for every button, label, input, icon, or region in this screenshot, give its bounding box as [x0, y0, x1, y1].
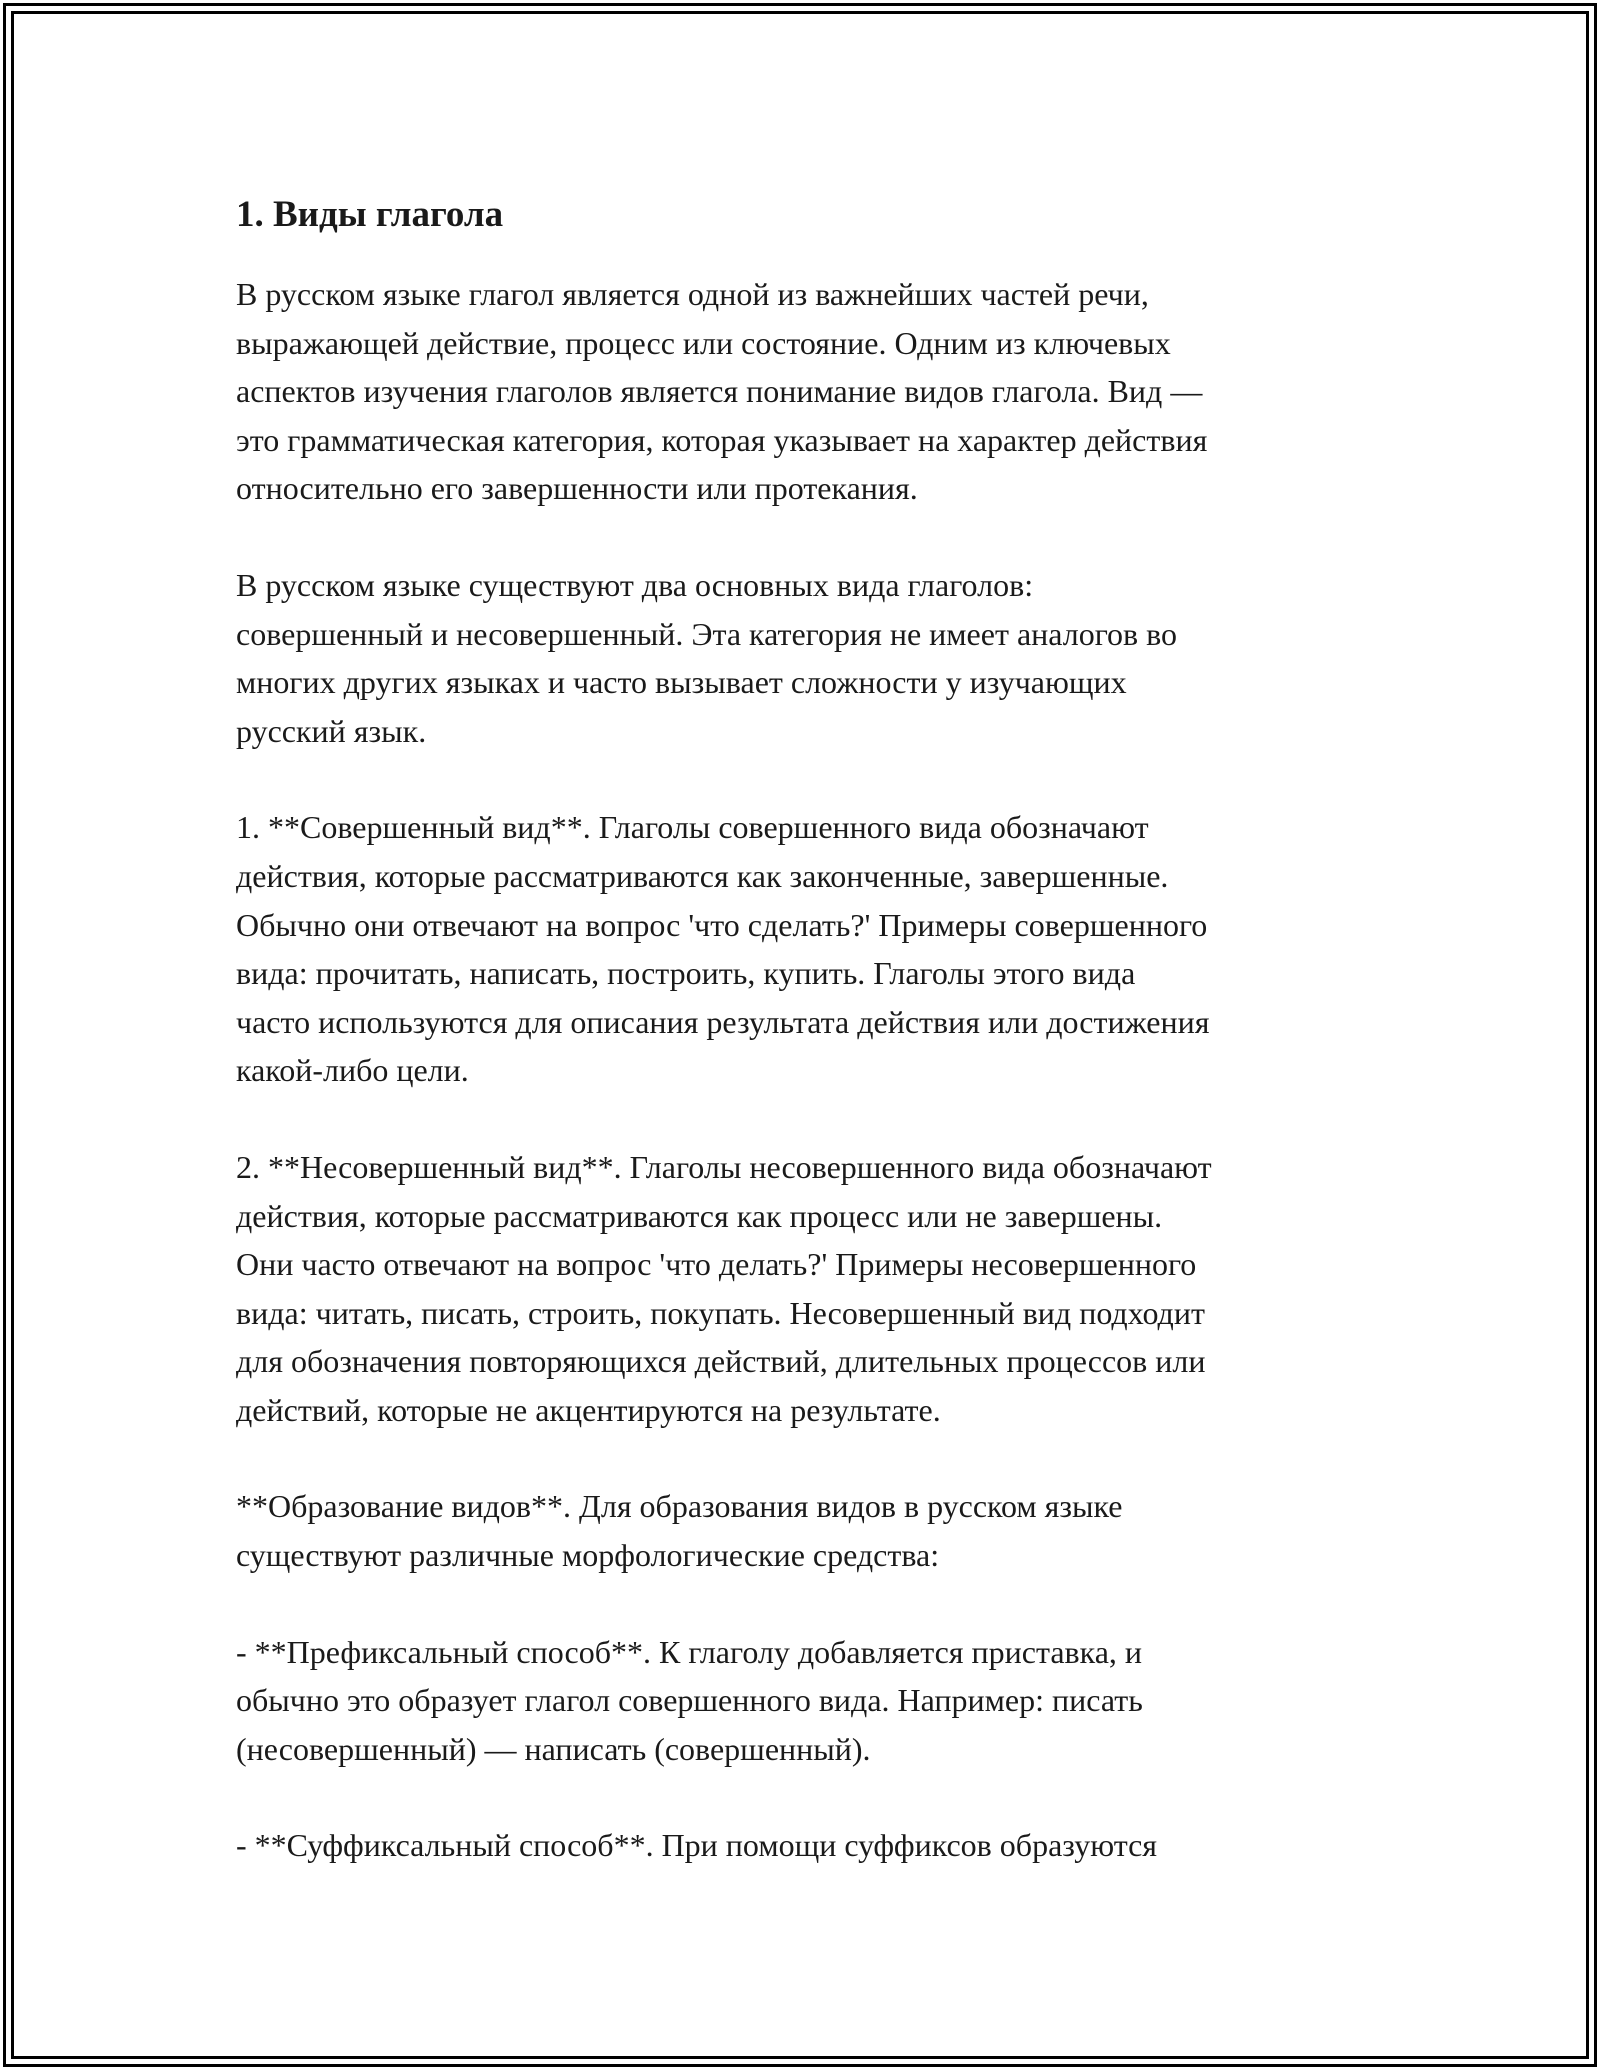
section-title: 1. Виды глагола: [236, 194, 504, 235]
suffix-method-paragraph: - **Суффиксальный способ**. При помощи суффиксов образуются: [236, 1827, 1158, 1864]
aspect-formation-paragraph: **Образование видов**. Для образования видов в русском языке существуют различные морфологические средства:: [236, 1488, 1123, 1574]
imperfective-paragraph: 2. **Несовершенный вид**. Глаголы несовершенного вида обозначают действия, которые рассматриваются как процесс или не завершены. Они часто отвечают на вопрос 'что делать?' Примеры несовершенного вида: читать, писать, строить, покупать. Несовершенный вид подходит для обозначения повторяющихся действий, длительных процессов или действий, которые не акцентируются на результате.: [236, 1148, 1212, 1428]
intro-paragraph: В русском языке глагол является одной из важнейших частей речи, выражающей действие, процесс или состояние. Одним из ключевых аспектов изучения глаголов является понимание видов глагола. Вид — это грамматическая категория, которая указывает на характер действия относительно его завершенности или протекания.: [236, 276, 1208, 507]
two-aspects-paragraph: В русском языке существуют два основных вида глаголов: совершенный и несовершенный. Эта категория не имеет аналогов во многих других языках и часто вызывает сложности у изучающих русский язык.: [236, 566, 1178, 749]
prefix-method-paragraph: - **Префиксальный способ**. К глаголу добавляется приставка, и обычно это образует глагол совершенного вида. Например: писать (несовершенный) — написать (совершенный).: [236, 1633, 1143, 1767]
perfective-paragraph: 1. **Совершенный вид**. Глаголы совершенного вида обозначают действия, которые рассматриваются как законченные, завершенные. Обычно они отвечают на вопрос 'что сделать?' Примеры совершенного вида: прочитать, написать, построить, купить. Глаголы этого вида часто используются для описания результата действия или достижения какой-либо цели.: [236, 809, 1210, 1089]
document-body: [236, 186, 1366, 1870]
